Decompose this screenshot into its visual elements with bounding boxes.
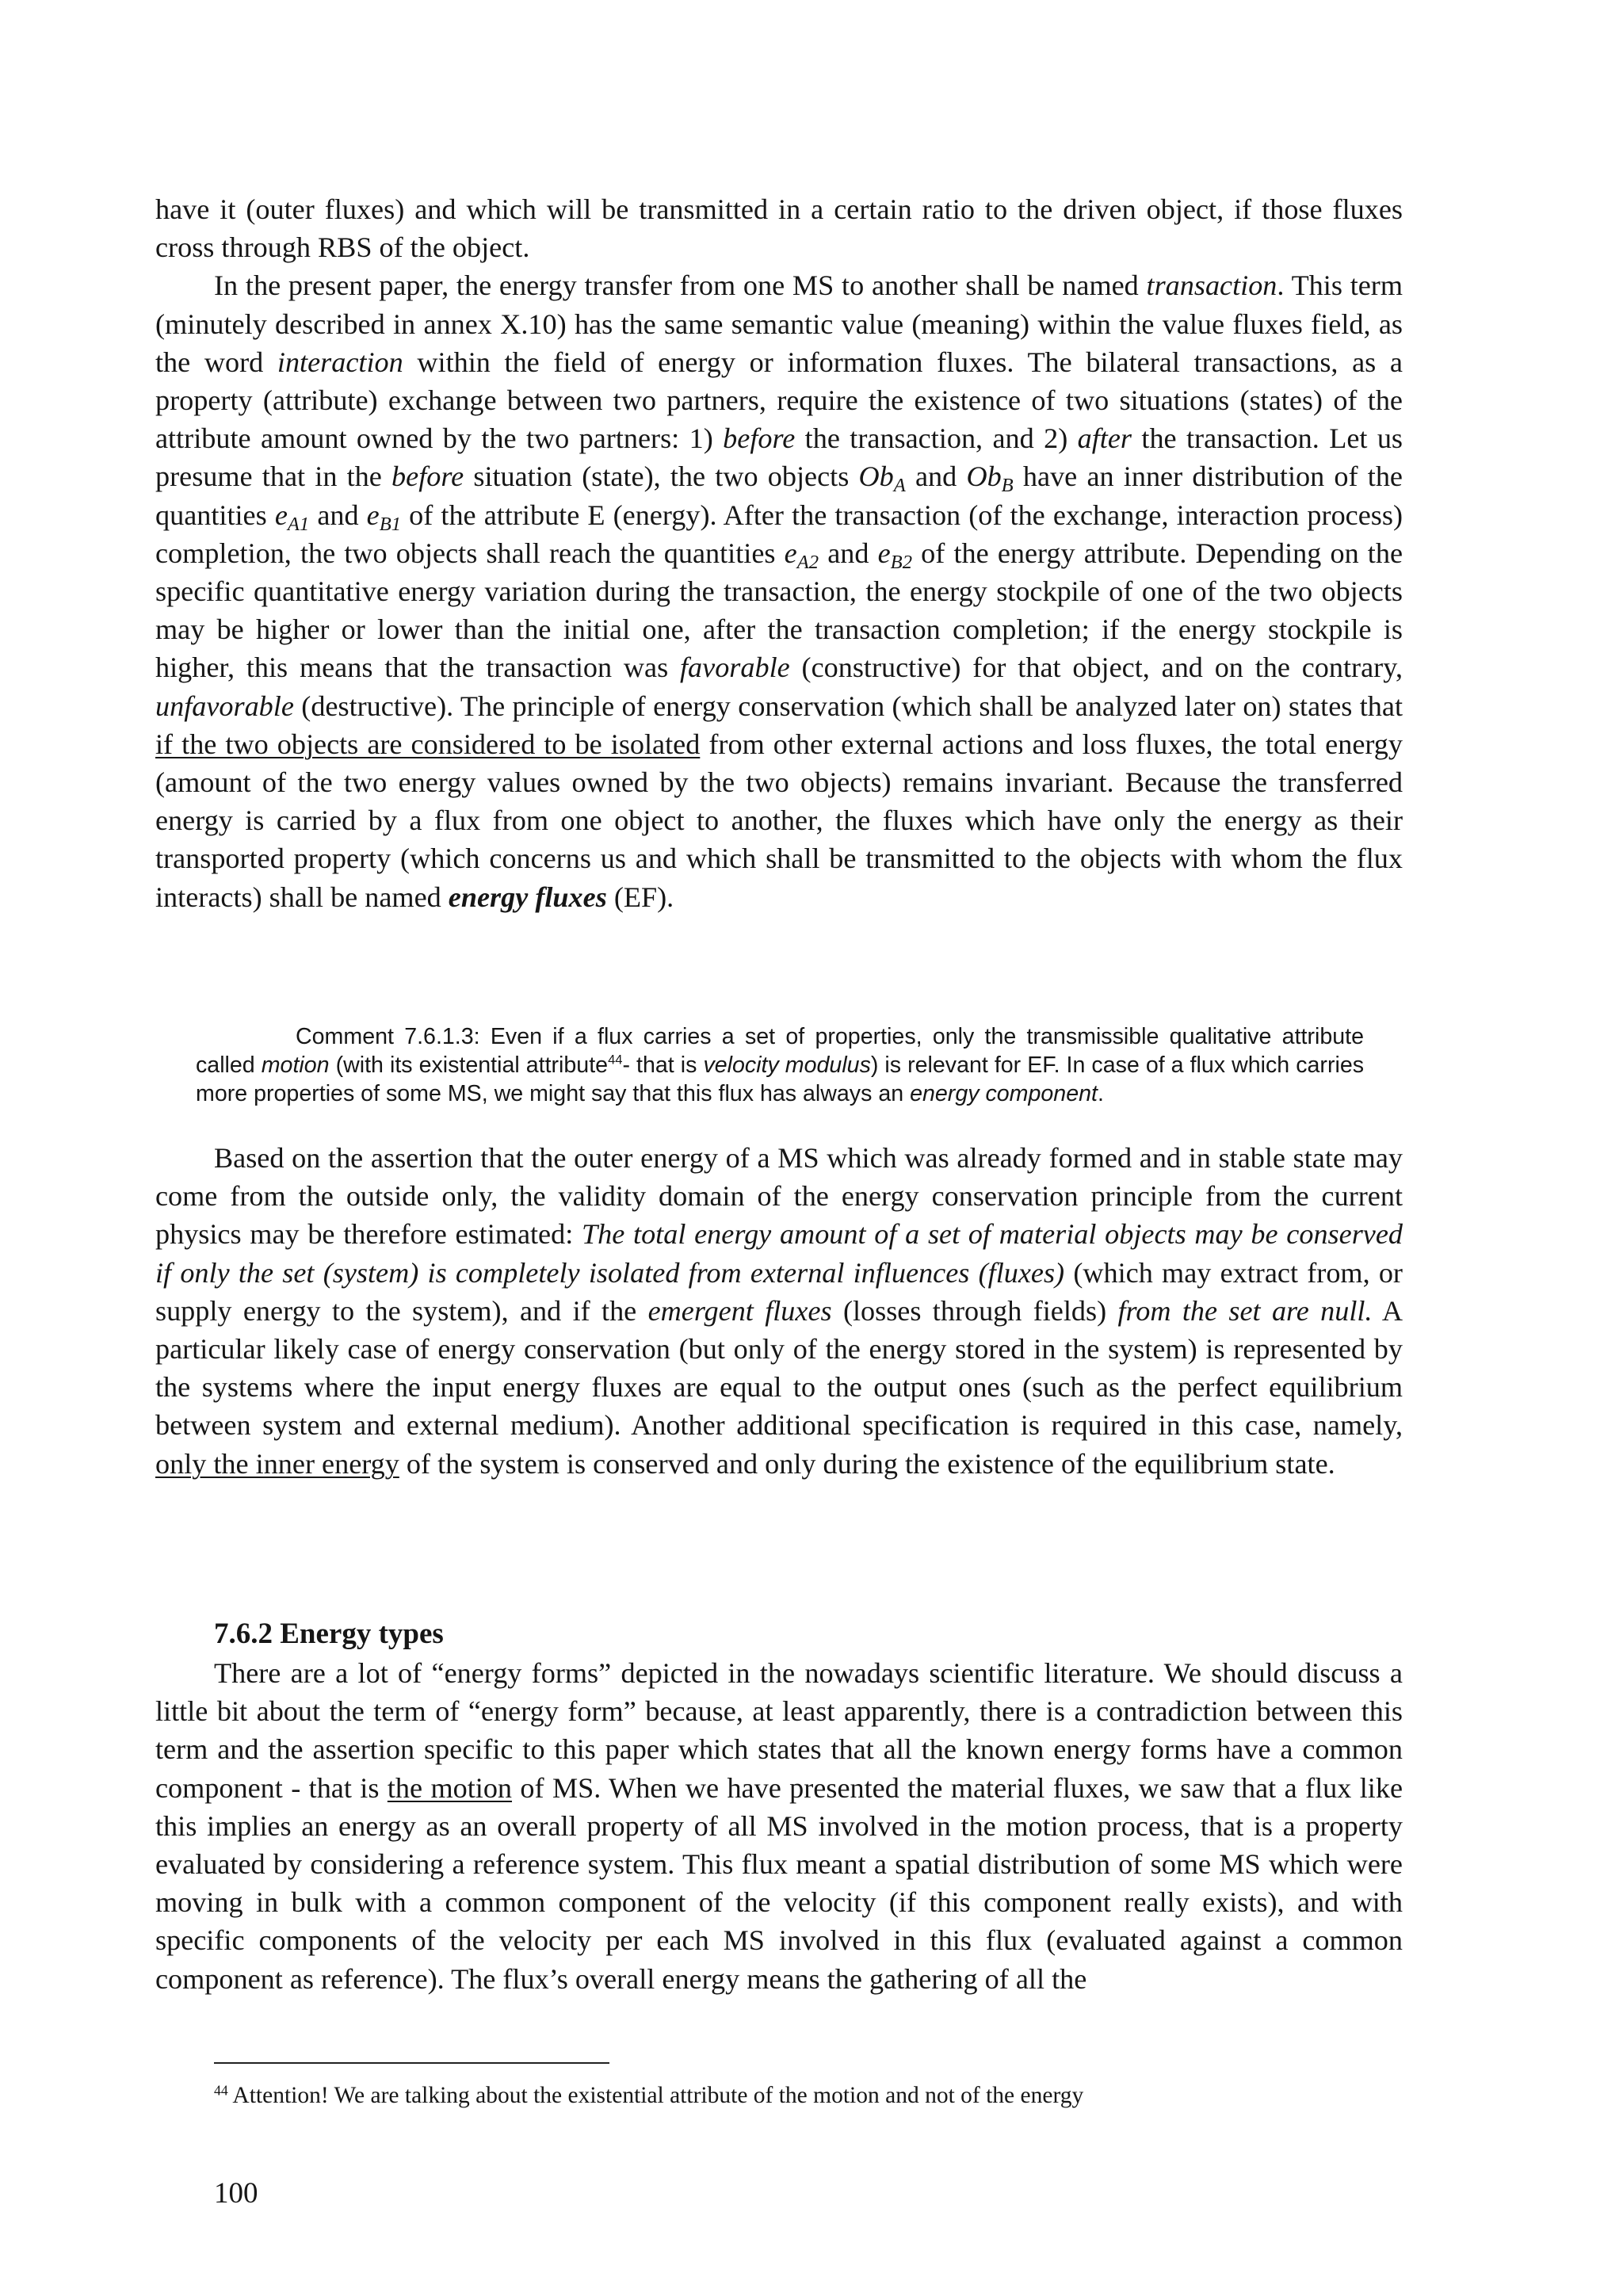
comment-7-6-1-3: Comment 7.6.1.3: Even if a flux carries a set of properties, only the transmissible qualitative attribute called motion (with its existential attribute$^{44}$- that is velocity modulus) is relevant for EF. In case of a flux which carries more properties of some MS, we might say that this flux has always an energy component.	[196, 1024, 1365, 1106]
footnote-separator	[214, 2062, 609, 2064]
footnote-44: $^{44}$ Attention! We are talking about the existential attribute of the motion and not of the energy	[214, 2082, 1084, 2108]
paragraph-continuation: have it (outer fluxes) and which will be transmitted in a certain ratio to the driven object, if those fluxes cross through RBS of the object.	[155, 193, 1403, 264]
section-heading: 7.6.2 Energy types	[214, 1618, 444, 1650]
page-number: 100	[214, 2177, 258, 2210]
text-block-middle	[155, 1139, 1403, 1483]
text-block-top	[155, 190, 1403, 916]
paragraph-energy-types: There are a lot of “energy forms” depicted in the nowadays scientific literature. We should discuss a little bit about the term of “energy form” because, at least apparently, there is a contradiction between this term and the assertion specific to this paper which states that all the known energy forms have a common component - that is the motion of MS. When we have presented the material fluxes, we saw that a flux like this implies an energy as an overall property of all MS involved in the motion process, that is a property evaluated by considering a reference system. This flux meant a spatial distribution of some MS which were moving in bulk with a common component of the velocity (if this component really exists), and with specific components of the velocity per each MS involved in this flux (evaluated against a common component as reference). The flux’s overall energy means the gathering of all the	[155, 1657, 1403, 1995]
text-block-bottom	[155, 1654, 1403, 1998]
paragraph-energy-conservation: Based on the assertion that the outer energy of a MS which was already formed and in stable state may come from the outside only, the validity domain of the energy conservation principle from the current physics may be therefore estimated: The total energy amount of a set of material objects may be conserved if only the set (system) is completely isolated from external influences (fluxes) (which may extract from, or supply energy to the system), and if the emergent fluxes (losses through fields) from the set are null. A particular likely case of energy conservation (but only of the energy stored in the system) is represented by the systems where the input energy fluxes are equal to the output ones (such as the perfect equilibrium between system and external medium). Another additional specification is required in this case, namely, only the inner energy of the system is conserved and only during the existence of the equilibrium state.	[155, 1142, 1403, 1480]
footnote-ref-44: 44	[608, 1052, 623, 1068]
paragraph-transaction: In the present paper, the energy transfer from one MS to another shall be named transaction. This term (minutely described in annex X.10) has the same semantic value (meaning) within the value fluxes field, as the word interaction within the field of energy or information fluxes. The bilateral transactions, as a property (attribute) exchange between two partners, require the existence of two situations (states) of the attribute amount owned by the two partners: 1) before the transaction, and 2) after the transaction. Let us presume that in the before situation (state), the two objects $Ob_A$ and $Ob_B$ have an inner distribution of the quantities $e_{A1}$ and $e_{B1}$ of the attribute E (energy). After the transaction (of the exchange, interaction process) completion, the two objects shall reach the quantities $e_{A2}$ and $e_{B2}$ of the energy attribute. Depending on the specific quantitative energy variation during the transaction, the energy stockpile of one of the two objects may be higher or lower than the initial one, after the transaction completion; if the energy stockpile is higher, this means that the transaction was favorable (constructive) for that object, and on the contrary, unfavorable (destructive). The principle of energy conservation (which shall be analyzed later on) states that if the two objects are considered to be isolated from other external actions and loss fluxes, the total energy (amount of the two energy values owned by the two objects) remains invariant. Because the transferred energy is carried by a flux from one object to another, the fluxes which have only the energy as their transported property (which concerns us and which shall be transmitted to the objects with whom the flux interacts) shall be named energy fluxes (EF).	[155, 269, 1403, 913]
